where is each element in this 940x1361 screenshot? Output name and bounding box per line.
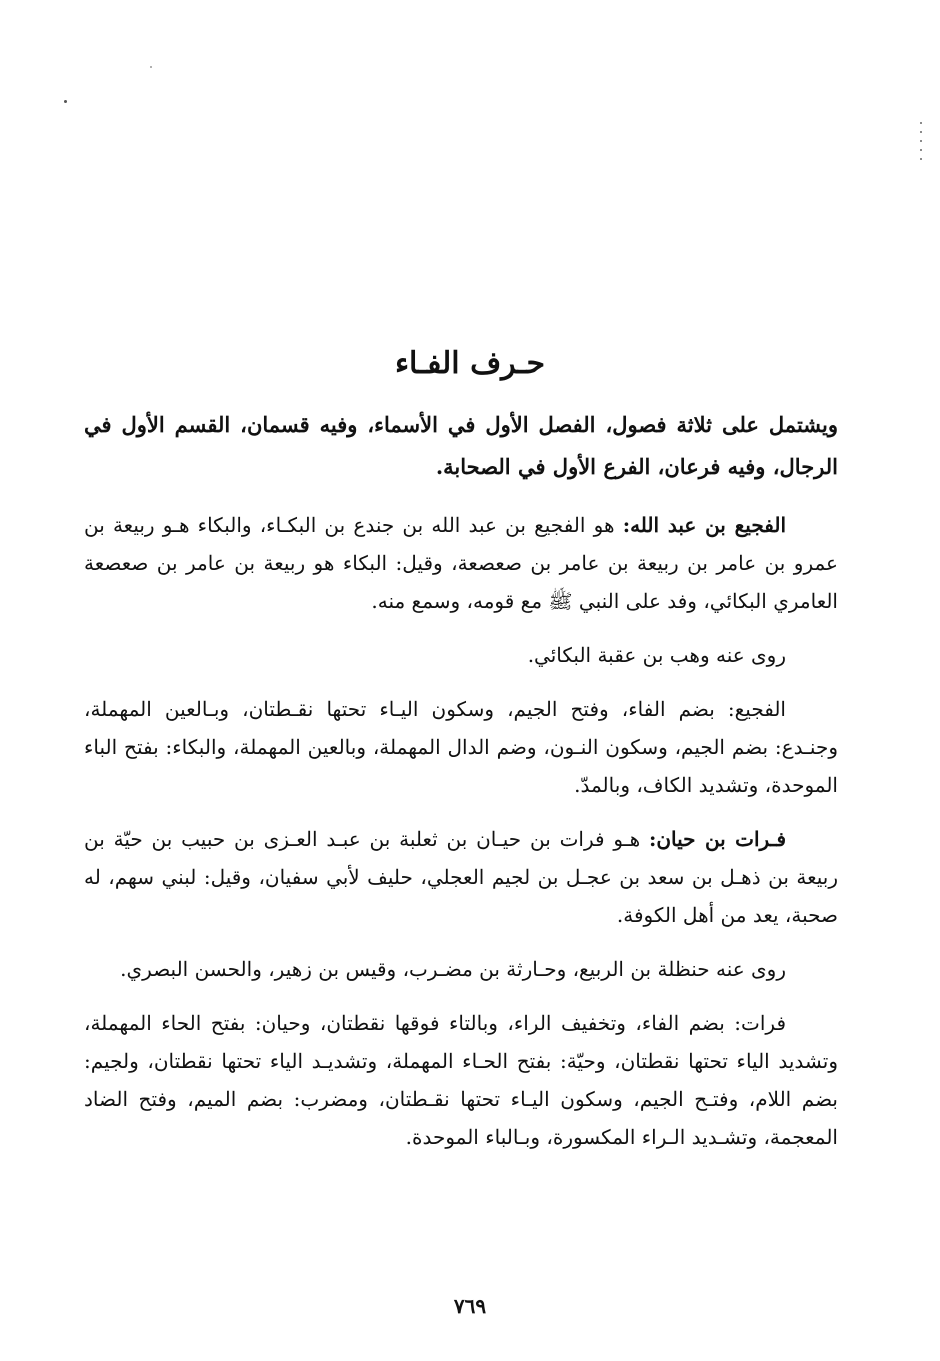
paragraph-text: هـو فرات بن حيـان بن ثعلبة بن عبـد العـزى بن حبيب بن حيّة بن ربيعة بن ذهـل بن سعد بن عجـل بن لجيم العجلي، حليف لأبي سفيان، وقيل: لبني سهم، له صحبة، يعد من أهل الكوفة. — [84, 827, 838, 927]
entry-name: الفجيع بن عبد الله: — [622, 513, 786, 537]
margin-dots — [918, 122, 924, 172]
scan-speck — [150, 66, 152, 68]
entries-body — [84, 506, 838, 1172]
scan-speck — [64, 100, 67, 103]
paragraph-fajee-entry — [84, 506, 838, 620]
paragraph-text: فرات: بضم الفاء، وتخفيف الراء، وبالتاء فوقها نقطتان، وحيان: بفتح الحاء المهملة، وتشديد الياء تحتها نقطتان، وحيّة: بفتح الحـاء المهملة، وتشديـد الياء تحتها نقطتان، ولجيم: بضم اللام، وفتـح الجيم، وسكون اليـاء تحتها نقـطتان، ومضرب: بضم الميم، وفتح الضاد المعجمة، وتشـديد الـراء المكسورة، وبـالباء الموحدة. — [84, 1011, 838, 1149]
paragraph-text: روى عنه وهب بن عقبة البكائي. — [527, 643, 786, 667]
paragraph-furat-vocalization — [84, 1004, 838, 1156]
paragraph-fajee-vocalization — [84, 690, 838, 804]
entry-name: فـرات بن حيان: — [648, 827, 786, 851]
paragraph-furat-entry — [84, 820, 838, 934]
chapter-title: حـرف الفـاء — [394, 346, 546, 382]
paragraph-text: روى عنه حنظلة بن الربيع، وحـارثة بن مضـرب، وقيس بن زهير، والحسن البصري. — [120, 957, 786, 981]
paragraph-furat-narrators — [84, 950, 838, 988]
paragraph-text: الفجيع: بضم الفاء، وفتح الجيم، وسكون اليـاء تحتها نقـطتان، وبـالعين المهملة، وجنـدع: بضم الجيم، وسكون النـون، وضم الدال المهملة، وبالعين المهملة، والبكاء: بفتح الباء الموحدة، وتشديد الكاف، وبالمدّ. — [84, 697, 838, 797]
page-number: ٧٦٩ — [453, 1294, 487, 1318]
paragraph-fajee-narrators — [84, 636, 838, 674]
chapter-intro: ويشتمل على ثلاثة فصول، الفصل الأول في الأسماء، وفيه قسمان، القسم الأول في الرجال، وفيه فرعان، الفرع الأول في الصحابة. — [84, 412, 838, 479]
paragraph-text: هو الفجيع بن عبد الله بن جندع بن البكـاء، والبكاء هـو ربيعة بن عمرو بن عامر بن ربيعة بن عامر بن صعصعة، وقيل: البكاء هو ربيعة بن عامر بن صعصعة العامري البكائي، وفد على النبي ﷺ مع قومه، وسمع منه. — [84, 513, 838, 613]
